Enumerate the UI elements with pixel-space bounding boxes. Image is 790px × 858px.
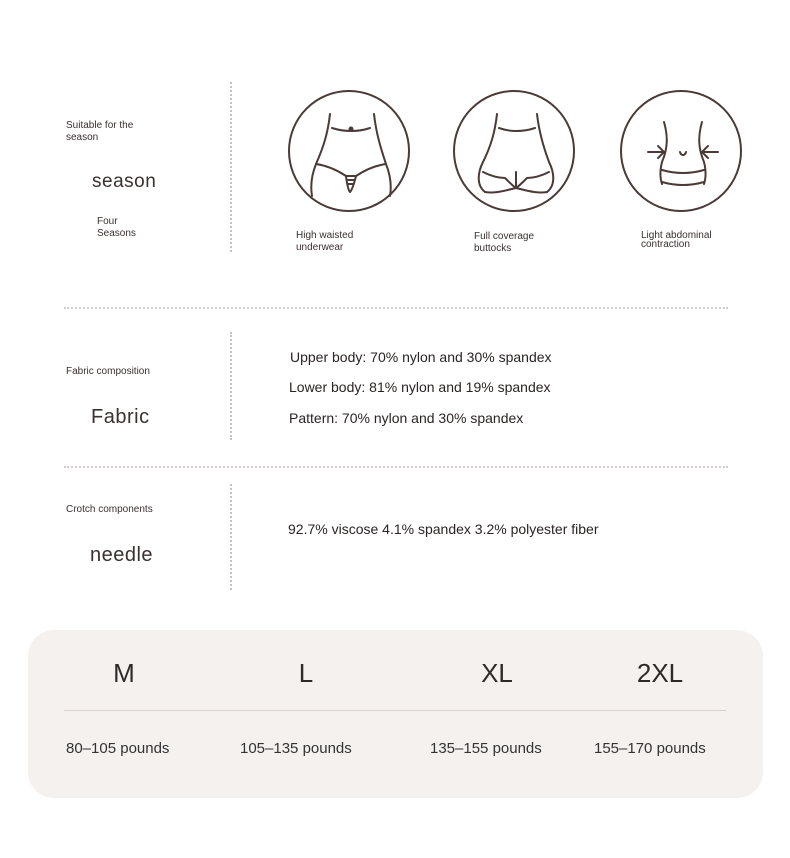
crotch-divider	[230, 484, 232, 590]
weight-2xl: 155–170 pounds	[594, 740, 706, 757]
section-divider-1	[64, 307, 728, 309]
size-2xl: 2XL	[636, 658, 684, 688]
season-divider	[230, 82, 232, 252]
fabric-line-upper: Upper body: 70% nylon and 30% spandex	[290, 349, 552, 365]
feature-label-high-waist: High waisted underwear	[296, 230, 354, 253]
weight-m: 80–105 pounds	[66, 740, 170, 757]
high-waist-icon	[288, 90, 410, 212]
abdominal-contraction-icon	[620, 90, 742, 212]
feature-label-full-coverage: Full coverage buttocks	[474, 231, 535, 254]
fabric-caption: Fabric composition	[66, 366, 150, 377]
weight-l: 105–135 pounds	[240, 740, 352, 757]
season-caption: Suitable for the season	[66, 120, 134, 143]
size-l: L	[298, 658, 314, 688]
size-xl: XL	[481, 658, 513, 688]
fabric-divider	[230, 332, 232, 440]
section-divider-2	[64, 466, 728, 468]
fabric-title: Fabric	[91, 406, 150, 428]
fabric-line-pattern: Pattern: 70% nylon and 30% spandex	[289, 410, 524, 426]
size-chart-card	[28, 630, 763, 798]
size-m: M	[113, 658, 135, 688]
crotch-title: needle	[90, 544, 154, 566]
fabric-line-lower: Lower body: 81% nylon and 19% spandex	[289, 379, 551, 395]
crotch-caption: Crotch components	[66, 504, 153, 515]
weight-xl: 135–155 pounds	[430, 740, 542, 757]
full-coverage-icon	[453, 90, 575, 212]
season-title: season	[92, 171, 157, 192]
feature-label-abdominal: Light abdominal contraction	[641, 230, 712, 250]
season-value: Four Seasons	[97, 216, 136, 239]
size-chart-rule	[64, 710, 726, 711]
crotch-value: 92.7% viscose 4.1% spandex 3.2% polyester fiber	[288, 521, 599, 537]
